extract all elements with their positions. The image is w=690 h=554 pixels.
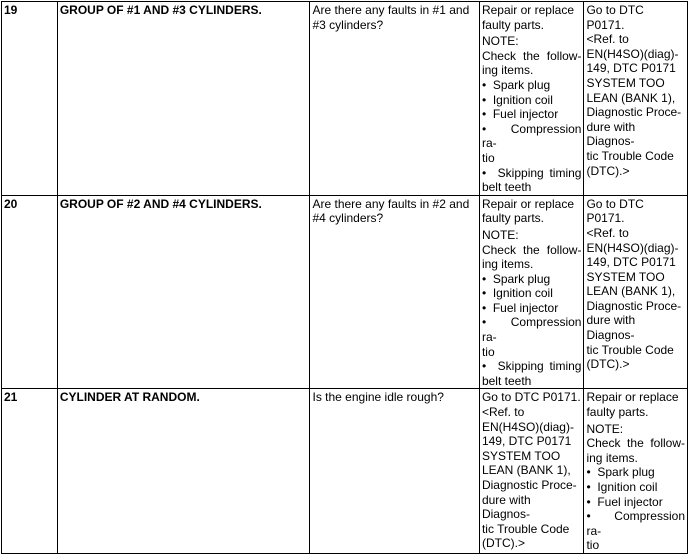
question-cell [310, 389, 479, 554]
question-cell [310, 195, 479, 389]
list-item [482, 78, 582, 93]
goto-line: EN(H4SO)(diag)- [586, 46, 679, 61]
note-text-line: Check the follow- [481, 242, 582, 257]
list-item [482, 93, 582, 108]
goto-line: Go to DTC P0171. [586, 196, 644, 226]
check-items-list [482, 78, 582, 195]
goto-line: EN(H4SO)(diag)- [586, 240, 679, 255]
no-cell [584, 389, 688, 554]
note-label: NOTE: [586, 421, 624, 436]
check-items-list [586, 465, 685, 553]
question-line: Is the engine idle rough? [312, 390, 444, 405]
item-text: Compression ra- [481, 121, 582, 151]
yes-cell [479, 389, 584, 554]
bullet: • [481, 300, 487, 315]
question-line: #4 cylinders? [312, 211, 384, 226]
no-cell [584, 195, 688, 389]
goto-line: Go to DTC P0171. [586, 3, 644, 32]
note-text-line: ing items. [481, 63, 534, 78]
item-text: Spark plug [492, 271, 551, 286]
goto-line: dure with Diagnos- [586, 119, 636, 149]
check-item: CYLINDER AT RANDOM. [57, 389, 310, 554]
note-label: NOTE: [481, 34, 519, 49]
bullet: • [586, 494, 591, 509]
step-number: 20 [2, 195, 58, 389]
goto-line: <Ref. to [481, 405, 525, 420]
item-text-cont: belt teeth [481, 180, 532, 195]
item-text-cont: tio [481, 344, 495, 359]
table-row-step-19 [2, 2, 688, 196]
goto-line: tic Trouble Code [586, 148, 674, 163]
note-text-line: Check the follow- [481, 48, 582, 63]
bullet: • [586, 509, 591, 524]
list-item [586, 465, 685, 480]
goto-line: EN(H4SO)(diag)- [481, 419, 574, 434]
note-text-line: ing items. [481, 257, 534, 272]
goto-line: Diagnostic Proce- [481, 478, 577, 492]
goto-line: Diagnostic Proce- [586, 105, 682, 120]
list-item [586, 495, 685, 510]
goto-line: 149, DTC P0171 [481, 434, 572, 449]
list-item [482, 301, 582, 316]
list-item [482, 272, 582, 287]
item-text: Ignition coil [597, 480, 658, 494]
bullet: • [586, 480, 591, 494]
question-line: Are there any faults in #1 and [312, 3, 470, 17]
bullet: • [481, 271, 487, 286]
list-item [482, 286, 582, 301]
step-number: 21 [2, 389, 58, 554]
goto-line: (DTC).> [586, 357, 630, 372]
item-text-cont: tio [481, 150, 495, 165]
goto-line: 149, DTC P0171 [586, 255, 676, 270]
note-label: NOTE: [481, 227, 519, 242]
bullet: • [481, 107, 487, 122]
goto-line: SYSTEM TOO [586, 269, 665, 284]
goto-line: tic Trouble Code [481, 521, 570, 536]
goto-line: 149, DTC P0171 [586, 61, 676, 76]
action-line: Repair or replace [481, 3, 574, 17]
goto-line: LEAN (BANK 1), [586, 284, 676, 299]
table-row-step-21 [2, 389, 688, 554]
question-cell [310, 2, 479, 196]
bullet: • [481, 359, 487, 374]
check-item: GROUP OF #2 AND #4 CYLINDERS. [57, 195, 310, 389]
table-row-step-20 [2, 195, 688, 389]
yes-cell [479, 2, 584, 196]
goto-line: Diagnostic Proce- [586, 298, 682, 313]
list-item [482, 166, 582, 195]
bullet: • [481, 286, 487, 301]
list-item [482, 122, 582, 166]
item-text: Compression ra- [481, 315, 582, 345]
goto-line: <Ref. to [586, 32, 629, 47]
item-text-cont: belt teeth [481, 373, 532, 388]
item-text: Fuel injector [492, 107, 559, 122]
goto-line: dure with Diagnos- [586, 313, 636, 343]
item-text: Fuel injector [492, 300, 559, 315]
goto-line: SYSTEM TOO [586, 75, 665, 90]
item-text: Ignition coil [492, 92, 553, 107]
item-text-cont: tio [586, 538, 600, 553]
item-text: Skipping timing [497, 165, 582, 180]
note-text-line: Check the follow- [586, 436, 685, 451]
action-line: faulty parts. [586, 405, 649, 420]
item-text: Skipping timing [497, 359, 582, 374]
item-text: Spark plug [597, 465, 655, 480]
bullet: • [481, 165, 487, 180]
action-line: Repair or replace [481, 196, 574, 211]
action-line: Repair or replace [586, 390, 679, 405]
diagnostic-table [1, 1, 688, 554]
list-item [482, 107, 582, 122]
bullet: • [481, 92, 487, 107]
step-number: 19 [2, 2, 58, 196]
no-cell [584, 2, 688, 196]
question-line: #3 cylinders? [312, 17, 384, 32]
check-item: GROUP OF #1 AND #3 CYLINDERS. [57, 2, 310, 196]
bullet: • [481, 315, 487, 330]
list-item [482, 315, 582, 359]
item-text: Spark plug [492, 77, 551, 92]
goto-line: <Ref. to [586, 225, 629, 240]
check-items-list [482, 272, 582, 389]
goto-line: LEAN (BANK 1), [586, 90, 676, 105]
bullet: • [481, 121, 487, 136]
action-line: faulty parts. [481, 211, 544, 226]
bullet: • [481, 77, 487, 92]
question-line: Are there any faults in #2 and [312, 196, 470, 211]
item-text: Fuel injector [597, 494, 663, 509]
goto-line: LEAN (BANK 1), [481, 463, 571, 478]
item-text: Ignition coil [492, 286, 553, 301]
goto-line: tic Trouble Code [586, 342, 674, 357]
goto-line: (DTC).> [481, 536, 525, 551]
list-item [586, 480, 685, 495]
bullet: • [586, 465, 591, 480]
goto-line: Go to DTC P0171. [481, 390, 581, 405]
note-text-line: ing items. [586, 450, 638, 465]
goto-line: dure with Diagnos- [481, 492, 531, 522]
yes-cell [479, 195, 584, 389]
action-line: faulty parts. [481, 17, 544, 32]
list-item [586, 509, 685, 553]
item-text: Compression ra- [586, 509, 685, 538]
list-item [482, 359, 582, 388]
goto-line: SYSTEM TOO [481, 448, 561, 463]
goto-line: (DTC).> [586, 163, 630, 178]
